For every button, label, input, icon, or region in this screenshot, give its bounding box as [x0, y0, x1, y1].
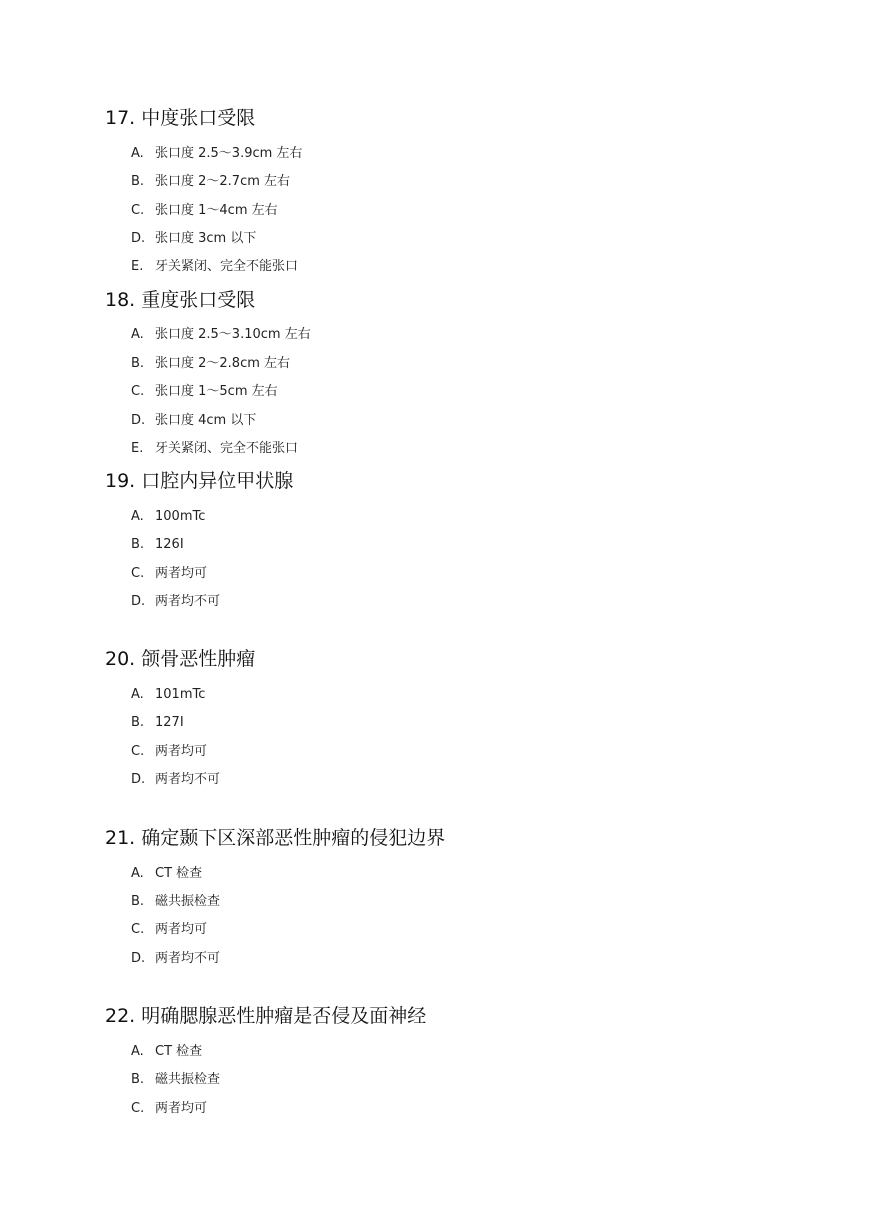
- option-letter: B.: [131, 356, 145, 371]
- option-item: [131, 536, 184, 554]
- option-item: [131, 771, 220, 789]
- option-text: 磁共振检查: [155, 894, 221, 909]
- option-text: 两者均可: [155, 1101, 208, 1116]
- option-letter: B.: [131, 537, 145, 552]
- question-number: 18.: [105, 289, 136, 311]
- option-letter: A.: [131, 146, 144, 161]
- option-letter: D.: [131, 772, 146, 787]
- option-item: [131, 1100, 207, 1118]
- option-text: 两者均可: [155, 744, 208, 759]
- option-text: CT 检查: [155, 866, 203, 881]
- question-title: [105, 1004, 426, 1028]
- option-text: 126I: [155, 537, 184, 552]
- option-text: 两者均不可: [155, 772, 221, 787]
- question-text: 明确腮腺恶性肿瘤是否侵及面神经: [141, 1005, 427, 1027]
- option-text: 张口度 3cm 以下: [155, 231, 257, 246]
- option-item: [131, 508, 205, 526]
- option-item: [131, 230, 256, 248]
- option-item: [131, 355, 290, 373]
- option-item: [131, 893, 220, 911]
- option-item: [131, 1071, 220, 1089]
- option-text: 张口度 4cm 以下: [155, 413, 257, 428]
- option-letter: B.: [131, 894, 145, 909]
- option-letter: D.: [131, 951, 146, 966]
- option-letter: C.: [131, 566, 145, 581]
- question-text: 口腔内异位甲状腺: [141, 470, 294, 492]
- option-item: [131, 145, 302, 163]
- option-item: [131, 440, 298, 458]
- option-text: 100mTc: [155, 509, 206, 524]
- question-text: 确定颞下区深部恶性肿瘤的侵犯边界: [141, 827, 446, 849]
- option-text: CT 检查: [155, 1044, 203, 1059]
- option-text: 两者均可: [155, 566, 208, 581]
- option-letter: E.: [131, 441, 144, 456]
- question-number: 17.: [105, 107, 136, 129]
- option-item: [131, 593, 220, 611]
- option-item: [131, 412, 256, 430]
- question-text: 中度张口受限: [141, 107, 256, 129]
- option-letter: B.: [131, 174, 145, 189]
- option-letter: B.: [131, 1072, 145, 1087]
- option-letter: C.: [131, 203, 145, 218]
- option-item: [131, 743, 207, 761]
- option-item: [131, 921, 207, 939]
- option-text: 101mTc: [155, 687, 206, 702]
- option-item: [131, 1043, 202, 1061]
- question-title: [105, 647, 255, 671]
- option-letter: C.: [131, 1101, 145, 1116]
- option-letter: C.: [131, 922, 145, 937]
- question-number: 21.: [105, 827, 136, 849]
- question-title: [105, 106, 255, 130]
- option-letter: D.: [131, 413, 146, 428]
- option-item: [131, 258, 298, 276]
- option-text: 两者均可: [155, 922, 208, 937]
- option-text: 张口度 1～5cm 左右: [155, 384, 278, 399]
- option-letter: C.: [131, 744, 145, 759]
- option-letter: B.: [131, 715, 145, 730]
- option-item: [131, 565, 207, 583]
- option-letter: E.: [131, 259, 144, 274]
- question-text: 颌骨恶性肿瘤: [141, 648, 256, 670]
- option-item: [131, 714, 184, 732]
- option-text: 两者均不可: [155, 951, 221, 966]
- question-title: [105, 288, 255, 312]
- option-letter: A.: [131, 866, 144, 881]
- option-text: 张口度 2.5～3.10cm 左右: [155, 327, 311, 342]
- option-item: [131, 173, 290, 191]
- option-text: 两者均不可: [155, 594, 221, 609]
- question-title: [105, 826, 445, 850]
- question-text: 重度张口受限: [141, 289, 256, 311]
- option-letter: A.: [131, 687, 144, 702]
- option-text: 张口度 2.5～3.9cm 左右: [155, 146, 303, 161]
- option-item: [131, 686, 205, 704]
- option-item: [131, 383, 278, 401]
- option-item: [131, 865, 202, 883]
- option-item: [131, 202, 278, 220]
- option-letter: A.: [131, 509, 144, 524]
- option-letter: D.: [131, 231, 146, 246]
- option-text: 张口度 2～2.8cm 左右: [155, 356, 291, 371]
- option-letter: A.: [131, 1044, 144, 1059]
- question-number: 19.: [105, 470, 136, 492]
- option-letter: D.: [131, 594, 146, 609]
- option-item: [131, 950, 220, 968]
- option-item: [131, 326, 311, 344]
- option-text: 磁共振检查: [155, 1072, 221, 1087]
- option-letter: C.: [131, 384, 145, 399]
- option-text: 牙关紧闭、完全不能张口: [155, 259, 299, 274]
- option-letter: A.: [131, 327, 144, 342]
- option-text: 127I: [155, 715, 184, 730]
- option-text: 张口度 1～4cm 左右: [155, 203, 278, 218]
- question-number: 22.: [105, 1005, 136, 1027]
- question-title: [105, 469, 293, 493]
- option-text: 张口度 2～2.7cm 左右: [155, 174, 291, 189]
- question-number: 20.: [105, 648, 136, 670]
- option-text: 牙关紧闭、完全不能张口: [155, 441, 299, 456]
